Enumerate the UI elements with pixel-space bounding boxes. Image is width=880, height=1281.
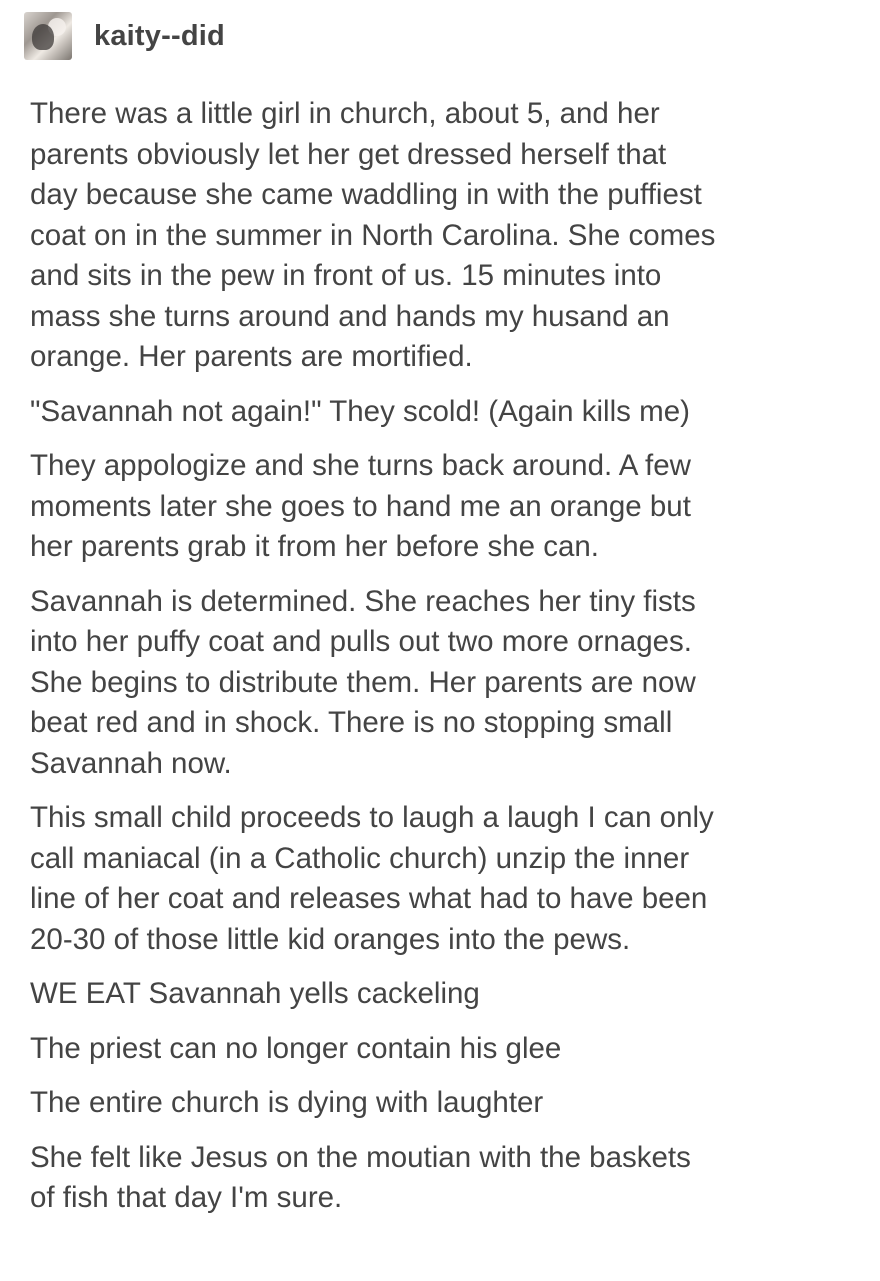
post-paragraph-7: The priest can no longer contain his glee — [30, 1031, 562, 1065]
post-paragraph-8: The entire church is dying with laughter — [30, 1086, 544, 1119]
post-body — [30, 94, 850, 1233]
username-link[interactable]: kaity--did — [94, 19, 225, 52]
post-header — [24, 10, 225, 62]
post-paragraph-9: She felt like Jesus on the moutian with the baskets of fish that day I'm sure. — [30, 1140, 691, 1214]
user-avatar-icon[interactable] — [24, 12, 72, 60]
post-paragraph-6: WE EAT Savannah yells cackeling — [30, 977, 480, 1010]
post-paragraph-4: Savannah is determined. She reaches her tiny fists into her puffy coat and pulls out two more ornages. She begins to distribute them. Her parents are now beat red and in shock. There is no stopping small Savannah now. — [30, 584, 696, 780]
post-paragraph-5: This small child proceeds to laugh a laugh I can only call maniacal (in a Catholic church) unzip the inner line of her coat and releases what had to have been 20-30 of those little kid oranges into the pews. — [30, 801, 714, 956]
post-paragraph-3: They appologize and she turns back around. A few moments later she goes to hand me an orange but her parents grab it from her before she can. — [30, 449, 691, 563]
post-paragraph-1: There was a little girl in church, about 5, and her parents obviously let her get dressed herself that day because she came waddling in with the puffiest coat on in the summer in North Carolina. She comes and sits in the pew in front of us. 15 minutes into mass she turns around and hands my husand an orange. Her parents are mortified. — [30, 97, 716, 373]
post-paragraph-2: "Savannah not again!" They scold! (Again kills me) — [30, 394, 690, 428]
